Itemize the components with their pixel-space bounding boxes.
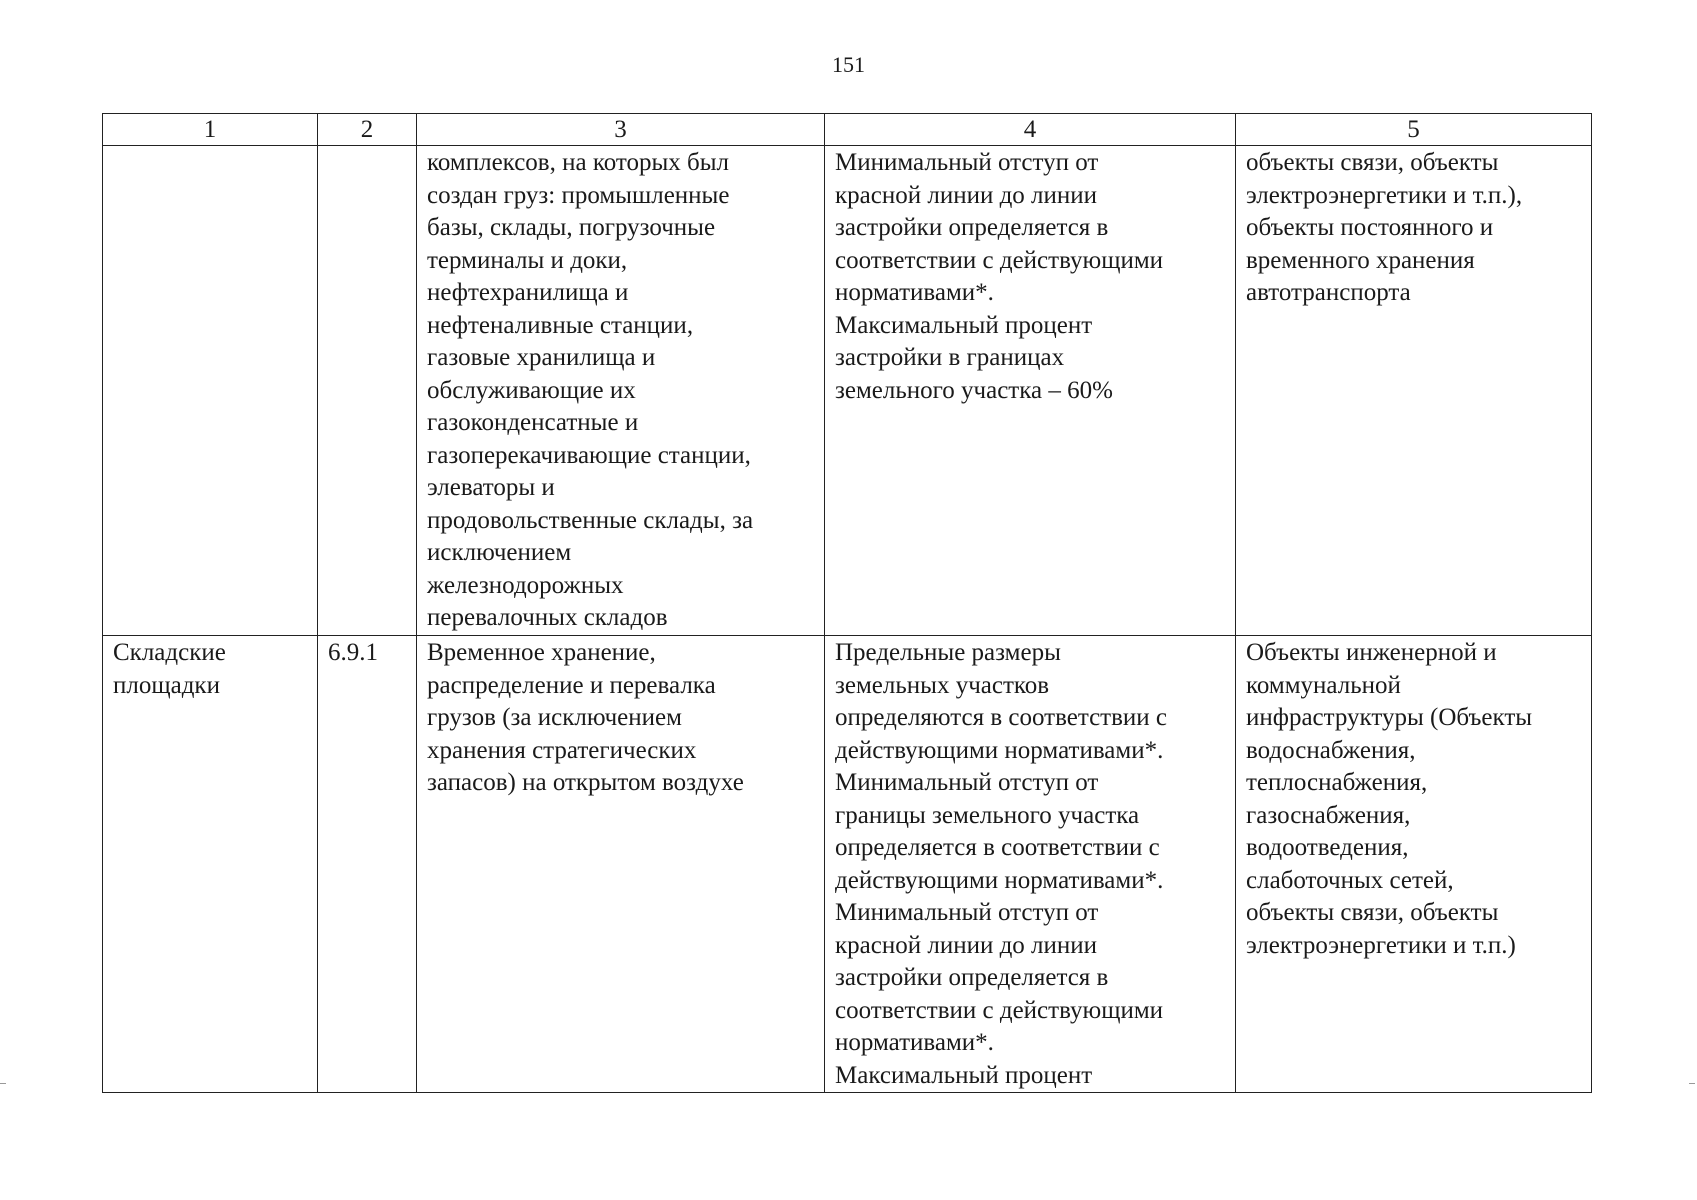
header-cell-5: 5 [1236,114,1592,146]
scan-edge-mark [0,1083,6,1084]
cell-land-use-name [103,636,318,1093]
cell-text: 6.9.1 [328,639,378,666]
cell-text: Временное хранение, распределение и перевалка грузов (за исключением хранения стратегических запасов) на открытом воздухе [427,639,744,796]
table-row [103,636,1592,1093]
cell-code [318,146,417,636]
cell-text: Объекты инженерной и коммунальной инфраструктуры (Объекты водоснабжения, теплоснабжения, газоснабжения, водоотведения, слаботочных сетей, объекты связи, объекты электроэнергетики и т.п.) [1246,639,1533,959]
zoning-table [102,113,1592,1093]
header-cell-4: 4 [825,114,1236,146]
header-cell-1: 1 [103,114,318,146]
cell-auxiliary-uses [1236,636,1592,1093]
table-header-row [103,114,1592,146]
cell-text: Предельные размеры земельных участков определяются в соответствии с действующими нормативами*. Минимальный отступ от границы земельного участка определяется в соответствии с действующими нормативами*. Минимальный отступ от красной линии до линии застройки определяется в соответствии с действующими нормативами*. Максимальный процент [835,639,1168,1089]
cell-description [417,146,825,636]
cell-description [417,636,825,1093]
cell-land-use-name [103,146,318,636]
cell-text: Складские площадки [113,639,226,699]
cell-text: объекты связи, объекты электроэнергетики и т.п.), объекты постоянного и временного хранения автотранспорта [1246,149,1523,306]
header-cell-2: 2 [318,114,417,146]
header-cell-3: 3 [417,114,825,146]
cell-text: Минимальный отступ от красной линии до линии застройки определяется в соответствии с действующими нормативами*. Максимальный процент застройки в границах земельного участка – 60% [835,149,1164,404]
page-number: 151 [832,52,865,77]
cell-parameters [825,636,1236,1093]
cell-parameters [825,146,1236,636]
table-row [103,146,1592,636]
cell-code [318,636,417,1093]
cell-auxiliary-uses [1236,146,1592,636]
cell-text: комплексов, на которых был создан груз: промышленные базы, склады, погрузочные терминалы и доки, нефтехранилища и нефтеналивные станции, газовые хранилища и обслуживающие их газоконденсатные и газоперекачивающие станции, элеваторы и продовольственные склады, за исключением железнодорожных перевалочных складов [427,149,754,631]
scan-edge-mark [1689,1083,1695,1084]
